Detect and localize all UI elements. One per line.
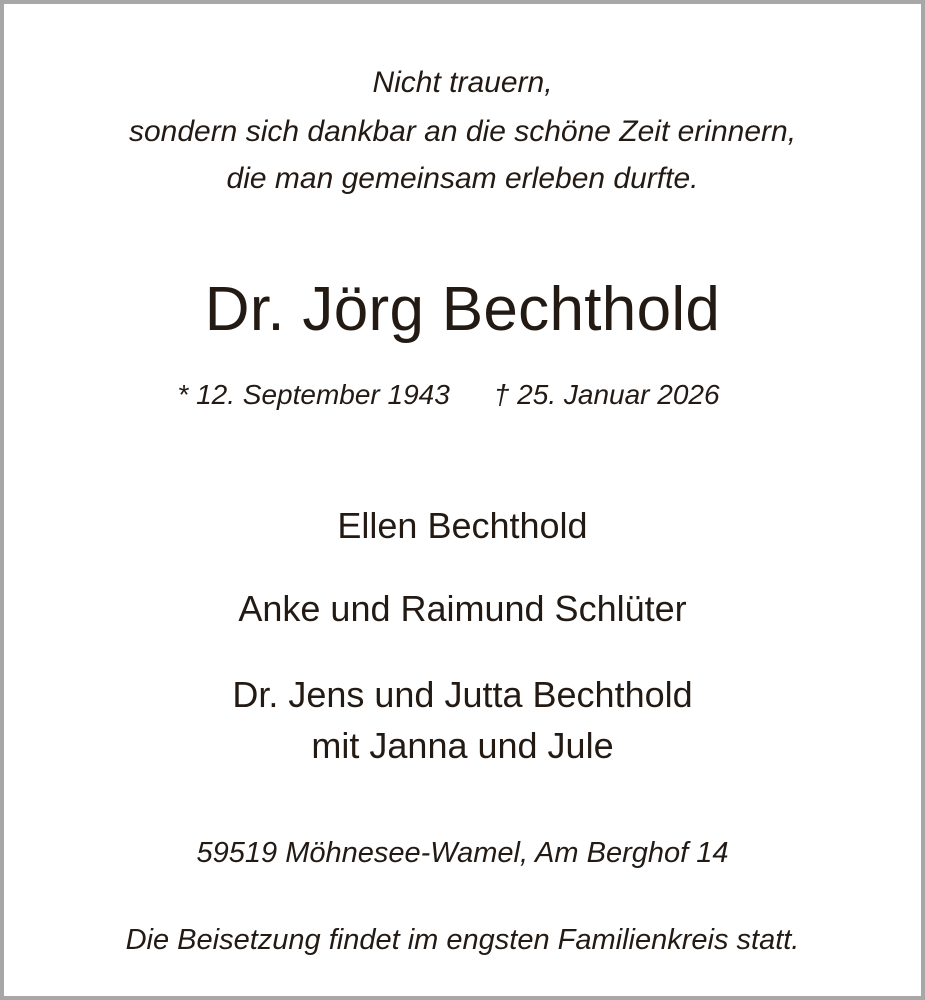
quote-line-3: die man gemeinsam erleben durfte. (226, 162, 699, 195)
deceased-name: Dr. Jörg Bechthold (204, 275, 721, 344)
life-dates (0, 381, 907, 409)
mourner-grandchildren: mit Janna und Jule (311, 725, 614, 766)
mourner-daughter-family: Anke und Raimund Schlüter (238, 588, 687, 629)
quote-line-2: sondern sich dankbar an die schöne Zeit erinnern, (128, 115, 797, 148)
mourner-widow: Ellen Bechthold (337, 505, 588, 546)
death-date: † 25. Januar 2026 (493, 379, 720, 410)
family-address: 59519 Möhnesee-Wamel, Am Berghof 14 (196, 837, 729, 869)
birth-date: * 12. September 1943 (177, 379, 450, 410)
quote-line-1: Nicht trauern, (372, 66, 553, 99)
mourner-son-family: Dr. Jens und Jutta Bechthold (232, 674, 693, 715)
burial-note: Die Beisetzung findet im engsten Familienkreis statt. (125, 924, 800, 956)
